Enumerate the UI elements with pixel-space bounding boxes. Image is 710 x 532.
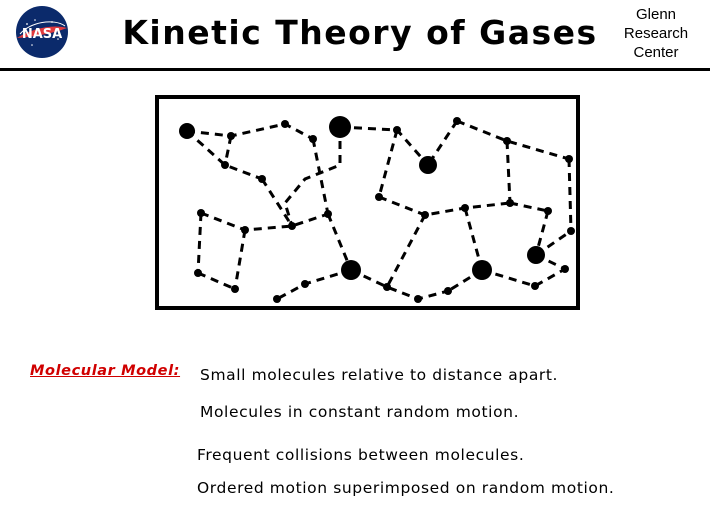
- small-molecule-0: [227, 132, 235, 140]
- small-molecule-14: [197, 209, 205, 217]
- page-header: [0, 0, 710, 76]
- small-molecule-9: [375, 193, 383, 201]
- small-molecule-2: [309, 135, 317, 143]
- small-molecule-12: [506, 199, 514, 207]
- molecular-model-label: Molecular Model:: [30, 363, 181, 379]
- large-molecule-2: [419, 156, 437, 174]
- large-molecule-5: [527, 246, 545, 264]
- gas-molecules-random-motion-diagram: [155, 95, 580, 310]
- small-molecule-20: [273, 295, 281, 303]
- small-molecule-8: [565, 155, 573, 163]
- small-molecule-10: [421, 211, 429, 219]
- small-molecule-26: [561, 265, 569, 273]
- small-molecule-13: [544, 207, 552, 215]
- small-molecule-23: [414, 295, 422, 303]
- logo-wordmark: NASA: [21, 27, 63, 42]
- large-molecule-1: [329, 116, 351, 138]
- small-molecule-6: [453, 117, 461, 125]
- large-molecule-0: [179, 123, 195, 139]
- small-molecule-17: [324, 210, 332, 218]
- small-molecule-19: [231, 285, 239, 293]
- center-name-line-1: Glenn: [635, 6, 677, 23]
- small-molecule-18: [194, 269, 202, 277]
- small-molecule-7: [503, 137, 511, 145]
- small-molecule-3: [221, 161, 229, 169]
- statement-random-motion: Molecules in constant random motion.: [200, 403, 520, 421]
- center-name-line-2: Research: [623, 25, 689, 42]
- small-molecule-4: [258, 175, 266, 183]
- small-molecule-27: [567, 227, 575, 235]
- small-molecule-11: [461, 204, 469, 212]
- large-molecule-3: [341, 260, 361, 280]
- statement-small-molecules: Small molecules relative to distance apart.: [200, 366, 559, 384]
- nasa-meatball-logo: [8, 4, 76, 60]
- small-molecule-22: [383, 283, 391, 291]
- small-molecule-21: [301, 280, 309, 288]
- small-molecule-1: [281, 120, 289, 128]
- small-molecule-15: [241, 226, 249, 234]
- large-molecule-4: [472, 260, 492, 280]
- header-divider: [0, 68, 710, 71]
- diagram-svg: [155, 95, 580, 310]
- statement-frequent-collisions: Frequent collisions between molecules.: [197, 446, 525, 464]
- nasa-logo-svg: [8, 4, 76, 60]
- center-name: [610, 5, 702, 62]
- small-molecule-25: [531, 282, 539, 290]
- small-molecule-24: [444, 287, 452, 295]
- center-name-line-3: Center: [633, 44, 679, 61]
- small-molecule-16: [288, 222, 296, 230]
- page-title: Kinetic Theory of Gases: [122, 13, 598, 52]
- statement-ordered-motion: Ordered motion superimposed on random motion.: [197, 479, 615, 497]
- small-molecule-5: [393, 126, 401, 134]
